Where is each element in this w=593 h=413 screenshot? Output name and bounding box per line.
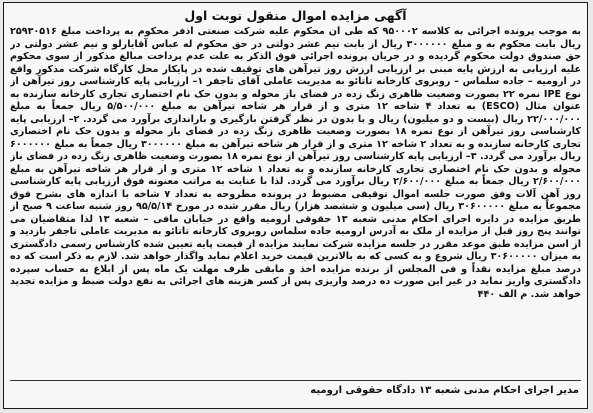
notice-signature: مدیر اجرای احکام مدنی شعبه ۱۳ دادگاه حقوقی ارومیه <box>310 385 579 396</box>
notice-body: به موجب پرونده اجرائی به کلاسه ۹۵۰۰۰۲ که طی آن محکوم علیه شرکت صنعتی آذفر محکوم به پرداخت مبلغ ۲۵۹۳۰۵۱۶ ریال بابت محکوم به و مبلغ ۳۰۰۰۰۰۰ ریال از بابت نیم عشر دولتی در حق محکوم له عباس آقایارلو و نیم عشر دولتی در حق صندوق دولت محکوم گردیده و در جریان پرونده اجرائی فوق الذکر به علت عدم پرداخت مبالغ مذکور از سوی محکوم علیه ارزیابی به ارزش پایه مبنی بر ارزیابی ارزش روز تیرآهن های توقیف شده در پایکار محل کارگاه شرکت مذکور واقع در ارومیه – جاده سلماس – روبروی کارخانه تاتائو به مدیریت عاملی آقای تاجفر ۱– ارزیابی پایه کارشناسی روز تیرآهن از نوع IPE نمره ۲۲ بصورت وضعیت ظاهری زنگ زده در فضای باز محوله و بدون حک نام اختصاری تجاری کارخانه سازنده به عنوان مثال (ESCO) به تعداد ۴ شاخه ۱۲ متری و از قرار هر شاخه تیرآهن به مبلغ ۵/۵۰۰/۰۰۰ ریال جمعاً به مبلغ ۲۲/۰۰۰/۰۰۰ ریال (بیست و دو میلیون) ریال و با بدون در نظر گرفتن بارگیری و باراندازی برآورد می گردد. ۲– ارزیابی پایه کارشناسی روز تیرآهن از نوع نمره ۱۸ بصورت وضعیت ظاهری زنگ زده در فضای باز محوله و بدون حک نام اختصاری تجاری کارخانه سازنده و به تعداد ۲ شاخه ۱۲ متری و از قرار هر شاخه تیرآهن به مبلغ ۳۰۰۰۰۰۰ ریال جمعاً به مبلغ ۶۰۰۰۰۰۰ ریال برآورد می گردد. ۳– ارزیابی پایه کارشناسی روز تیرآهن از نوع نمره ۱۸ بصورت وضعیت ظاهری زنگ زده در فضای باز محوله و بدون حک نام اختصاری تجاری کارخانه سازنده و به تعداد ۱ شاخه ۱۲ متری و از قرار هر شاخه تیرآهن به مبلغ ۲/۶۰۰/۰۰۰ ریال جمعاً به مبلغ ۲/۶۰۰/۰۰۰ ریال برآورد می گردد. لذا با عنایت به مراتب معنونه فوق ارزیابی پایه کارشناسی روز آهن آلات وفق صورت جلسه اموال توقیفی مضبوط در پرونده مطروحه به تعداد ۷ شاخه با اندازه های بشرح فوق مجموعاً به مبلغ ۳۰۶۰۰۰۰۰ ریال (سی میلیون و ششصد هزار) ریال مقرر شده در مورخ ۹۵/۵/۱۴ روز شنبه ساعت ۹ صبح از طریق مزایده در دایره اجرای احکام مدنی شعبه ۱۳ حقوقی ارومیه واقع در خیابان مافی – شعبه ۱۳ لذا متقاضیان می توانند پنج روز قبل از مزایده از ملک به آدرس ارومیه جاده سلماس روبروی کارخانه تاتائو به مدیریت عاملی تاجفر بازدید و از اسن مزایده طبق موعد مقرر در جلسه مزایده شرکت نمایند مزایده از قیمت پایه تعیین شده کارشناس رسمی دادگستری به میزان ۳۰۶۰۰۰۰۰ ریال شروع و به کسی که به بالاترین قیمت خرید اعلام نماید واگذار خواهد شد. لازم به ذکر است که ده درصد مبلغ مزایده نقداً و فی المجلس از برنده مزایده اخذ و مابقی ظرف مهلت یک ماه پس از ابلاغ به حساب سپرده دادگستری واریز نماید در غیر این صورت ده درصد واریزی پس از کسر هزینه های اجرائی به نفع دولت ضبط و مزایده تجدید خواهد شد. م الف ۴۴۰ <box>10 26 581 300</box>
auction-notice <box>3 2 588 409</box>
notice-title: آگهی مزایده اموال منقول نوبت اول <box>184 8 407 23</box>
footer-divider <box>10 380 581 381</box>
